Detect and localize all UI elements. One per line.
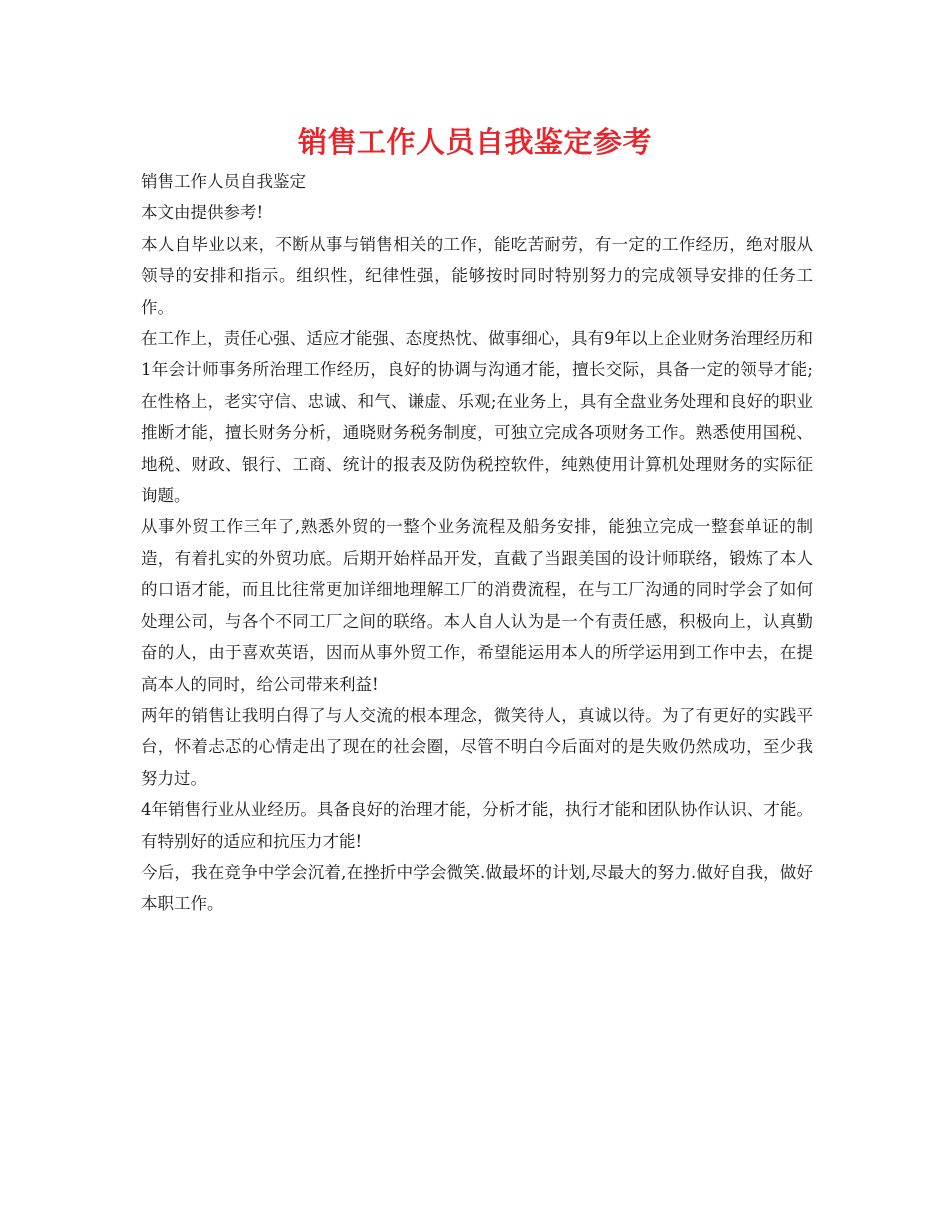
paragraph-industry-experience: 4年销售行业从业经历。具备良好的治理才能，分析才能，执行才能和团队协作认识、才能。有特别好的适应和抗压力才能! xyxy=(141,800,813,851)
paragraph-source-note: 本文由提供参考! xyxy=(141,203,264,223)
paragraph-work-ability: 在工作上，责任心强、适应才能强、态度热忱、做事细心，具有9年以上企业财务治理经历和1年会计师事务所治理工作经历，良好的协调与沟通才能，擅长交际，具备一定的领导才能;在性格上，老实守信、忠诚、和气、谦虚、乐观;在业务上，具有全盘业务处理和良好的职业推断才能，擅长财务分析，通晓财务税务制度，可独立完成各项财务工作。熟悉使用国税、地税、财政、银行、工商、统计的报表及防伪税控软件，纯熟使用计算机处理财务的实际征询题。 xyxy=(141,329,813,506)
paragraph-sales-experience: 两年的销售让我明白得了与人交流的根本理念，微笑待人，真诚以待。为了有更好的实践平台，怀着忐忑的心情走出了现在的社会圈，尽管不明白今后面对的是失败仍然成功，至少我努力过。 xyxy=(141,705,813,788)
paragraph-subtitle: 销售工作人员自我鉴定 xyxy=(141,172,306,191)
paragraph-intro: 本人自毕业以来，不断从事与销售相关的工作，能吃苦耐劳，有一定的工作经历，绝对服从领导的安排和指示。组织性，纪律性强，能够按时同时特别努力的完成领导安排的任务工作。 xyxy=(141,234,813,317)
document-body xyxy=(141,166,813,920)
document-title: 销售工作人员自我鉴定参考 xyxy=(297,125,652,159)
paragraph-foreign-trade: 从事外贸工作三年了,熟悉外贸的一整个业务流程及船务安排，能独立完成一整套单证的制造，有着扎实的外贸功底。后期开始样品开发，直截了当跟美国的设计师联络，锻炼了本人的口语才能，而且比往常更加详细地理解工厂的消费流程，在与工厂沟通的同时学会了如何处理公司，与各个不同工厂之间的联络。本人自人认为是一个有责任感，积极向上，认真勤奋的人，由于喜欢英语，因而从事外贸工作，希望能运用本人的所学运用到工作中去，在提高本人的同时，给公司带来利益! xyxy=(141,517,813,694)
paragraph-conclusion: 今后，我在竞争中学会沉着,在挫折中学会微笑.做最坏的计划,尽最大的努力.做好自我，做好本职工作。 xyxy=(141,862,813,914)
